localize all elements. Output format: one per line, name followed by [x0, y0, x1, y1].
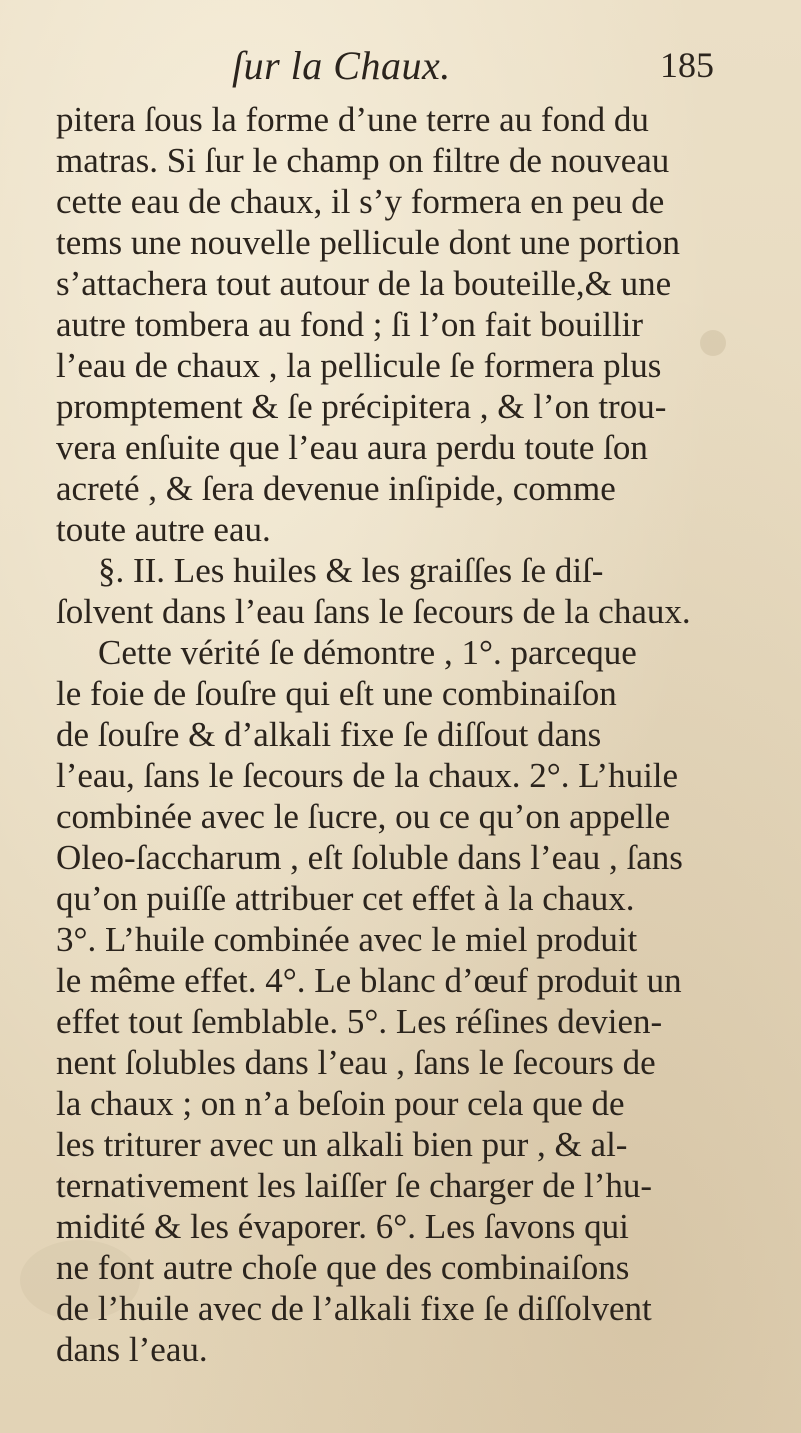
- text-line: Cette vérité ſe démontre , 1°. parceque: [98, 633, 637, 672]
- text-line: tems une nouvelle pellicule dont une portion: [56, 223, 681, 262]
- text-line: promptement & ſe précipitera , & l’on trou-: [56, 387, 667, 426]
- text-line: la chaux ; on n’a beſoin pour cela que de: [56, 1084, 625, 1123]
- running-title: ſur la Chaux.: [232, 43, 451, 88]
- text-line: qu’on puiſſe attribuer cet effet à la chaux.: [56, 879, 635, 918]
- text-line: cette eau de chaux, il s’y formera en peu de: [56, 182, 665, 221]
- text-line: toute autre eau.: [56, 510, 271, 549]
- text-line: nent ſolubles dans l’eau , ſans le ſecours de: [56, 1043, 656, 1082]
- text-line: effet tout ſemblable. 5°. Les réſines devien-: [56, 1002, 663, 1041]
- text-line: ne font autre choſe que des combinaiſons: [56, 1248, 630, 1287]
- text-line: de l’huile avec de l’alkali fixe ſe diſſolvent: [56, 1289, 652, 1328]
- text-line: acreté , & ſera devenue inſipide, comme: [56, 469, 616, 508]
- text-line: l’eau de chaux , la pellicule ſe formera plus: [56, 346, 662, 385]
- text-line: les triturer avec un alkali bien pur , & al-: [56, 1125, 628, 1164]
- text-line: s’attachera tout autour de la bouteille,& une: [56, 264, 672, 303]
- text-line: matras. Si ſur le champ on filtre de nouveau: [56, 141, 670, 180]
- text-line: l’eau, ſans le ſecours de la chaux. 2°. L’huile: [56, 756, 679, 795]
- text-line: 3°. L’huile combinée avec le miel produit: [56, 920, 638, 959]
- section-heading-line: §. II. Les huiles & les graiſſes ſe diſ-: [98, 551, 604, 590]
- text-line: dans l’eau.: [56, 1330, 208, 1369]
- text-line: de ſouſre & d’alkali fixe ſe diſſout dans: [56, 715, 602, 754]
- text-line: autre tombera au fond ; ſi l’on fait bouillir: [56, 305, 644, 344]
- text-line: ternativement les laiſſer ſe charger de l’hu-: [56, 1166, 653, 1205]
- text-line: midité & les évaporer. 6°. Les ſavons qui: [56, 1207, 629, 1246]
- page-header: [0, 42, 801, 92]
- text-line: le même effet. 4°. Le blanc d’œuf produit un: [56, 961, 682, 1000]
- text-line: pitera ſous la forme d’une terre au fond du: [56, 100, 649, 139]
- text-line: Oleo-ſaccharum , eſt ſoluble dans l’eau , ſans: [56, 838, 683, 877]
- text-line: combinée avec le ſucre, ou ce qu’on appelle: [56, 797, 671, 836]
- ink-spot: [700, 330, 726, 356]
- text-line: vera enſuite que l’eau aura perdu toute ſon: [56, 428, 648, 467]
- text-line: ſolvent dans l’eau ſans le ſecours de la chaux.: [56, 592, 691, 631]
- text-line: le foie de ſouſre qui eſt une combinaiſon: [56, 674, 617, 713]
- page-number: 185: [660, 45, 714, 85]
